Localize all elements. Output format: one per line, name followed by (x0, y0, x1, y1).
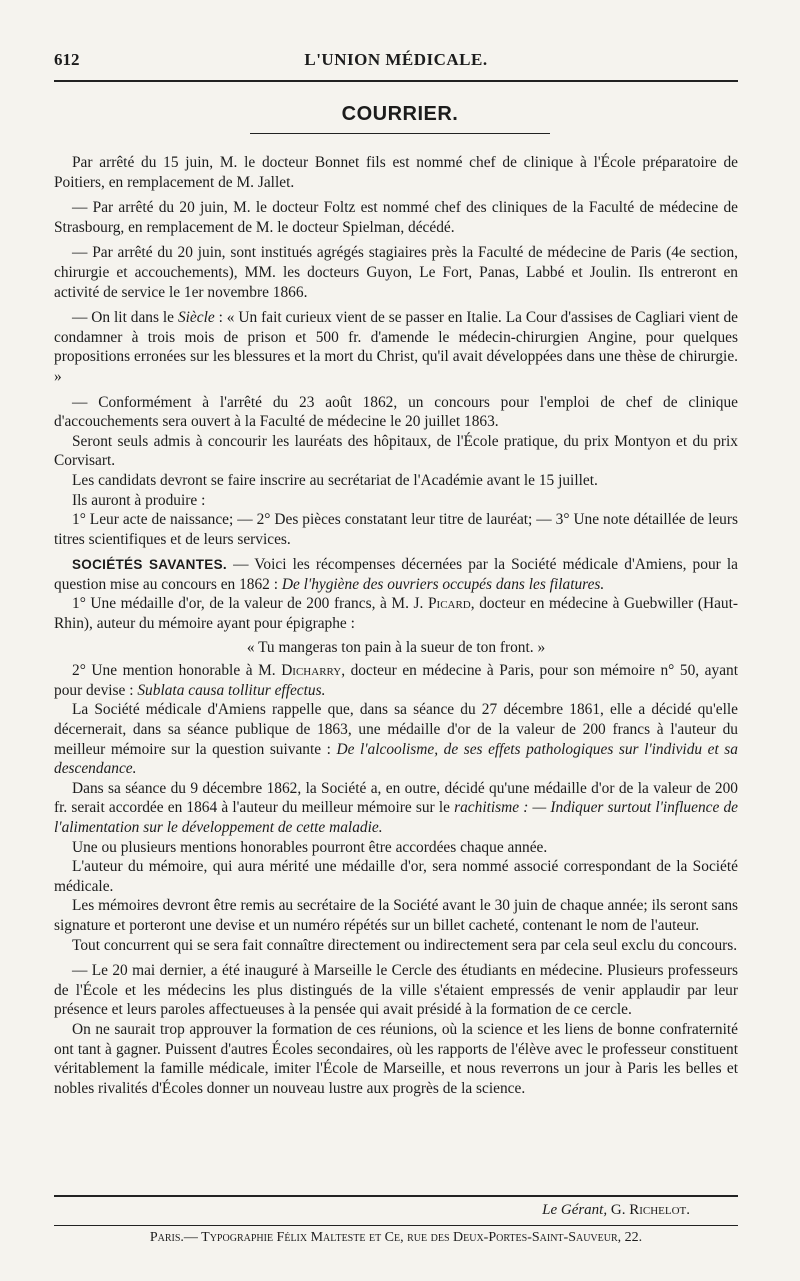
header-rule (54, 80, 738, 82)
text-run: — On lit dans le (72, 309, 178, 327)
paragraph (54, 700, 738, 778)
paragraph (54, 594, 738, 633)
paragraph (54, 779, 738, 838)
epigraph-quote: « Tu mangeras ton pain à la sueur de ton front. » (246, 638, 546, 656)
paragraph: On ne saurait trop approuver la formation de ces réunions, où la science et les liens de bonne confraternité ont tant à gagner. Puissent d'autres Écoles secondaires, où les rapports de l'élève avec le professeur constituent véritablement la famille médicale, imiter l'École de Marseille, et nous reverrons un jour à Paris les belles et nobles rivalités d'Écoles donner un nouveau lustre aux progrès de la science. (54, 1020, 738, 1097)
paragraph (54, 555, 738, 594)
newspaper-name: Siècle (177, 309, 215, 327)
page-number: 612 (54, 50, 80, 69)
text-run: Dans sa séance du 9 décembre 1862, la Société a, en outre, décidé qu'une médaille d'or de la valeur de 200 fr. serait accordée en 1864 à l'auteur du meilleur mémoire sur le (54, 779, 738, 817)
section-title: COURRIER. (341, 103, 459, 125)
title-rule (250, 133, 550, 134)
paragraph: Une ou plusieurs mentions honorables pourront être accordées chaque année. (72, 838, 548, 856)
motto: Sublata causa tollitur effectus. (137, 681, 326, 699)
printer-imprint: Paris.— Typographie Félix Malteste et Ce, rue des Deux-Portes-Saint-Sauveur, 22. (149, 1230, 643, 1245)
paragraph: Tout concurrent qui se sera fait connaître directement ou indirectement sera par cela seul exclu du concours. (72, 936, 738, 954)
text-run: 1° Une médaille d'or, de la valeur de 200 francs, à M. J. (72, 595, 428, 613)
text-run: 2° Une mention honorable à M. (72, 662, 282, 680)
paragraph (54, 661, 738, 700)
text-run: : « Un fait curieux vient de se passer en Italie. La Cour d'assises de Cagliari vient de condamner à trois mois de prison et 500 fr. d'amende le médecin-chirurgien Angine, pour quelques propositions erronées sur les blessures et la mort du Christ, qu'il avait développées dans une thèse de chirurgie. » (54, 309, 738, 385)
text-run: , docteur en médecine à Guebwiller (Haut-Rhin), auteur du mémoire ayant pour épigraphe : (54, 595, 738, 633)
paragraph: Ils auront à produire : (72, 491, 206, 509)
text-run: , docteur en médecine à Paris, pour son mémoire n° 50, ayant pour devise : (54, 662, 738, 699)
paragraph: Les mémoires devront être remis au secrétaire de la Société avant le 30 juin de chaque année; ils seront sans signature et porteront une devise et un numéro répétés sur un billet cacheté, contenant le nom de l'auteur. (54, 897, 738, 934)
question-title: rachitisme : — Indiquer surtout l'influence de l'alimentation sur le développement de cette maladie. (54, 799, 738, 836)
paragraph: — Par arrêté du 20 juin, sont institués agrégés stagiaires près la Faculté de médecine de Paris (4e section, chirurgie et accouchements), MM. les docteurs Guyon, Le Fort, Panas, Labbé et Joulin. Ils entreront en activité de service le 1er novembre 1866. (54, 244, 738, 301)
paragraph: — Le 20 mai dernier, a été inauguré à Marseille le Cercle des étudiants en médecine. Plusieurs professeurs de l'École et les médecins les plus distingués de la ville s'étaient empressés de venir applaudir par leur présence et leurs paroles affectueuses à la pensée qui avait présidé à la formation de ce cercle. (54, 962, 738, 1019)
paragraph (54, 308, 738, 386)
article-body (54, 153, 738, 1098)
section-lead: SOCIÉTÉS SAVANTES. (72, 557, 227, 573)
signature-label: Le Gérant, (542, 1202, 608, 1218)
paragraph: 1° Leur acte de naissance; — 2° Des pièces constatant leur titre de lauréat; — 3° Une note détaillée de leurs titres scientifiques et de leurs services. (54, 511, 738, 548)
journal-title: L'UNION MÉDICALE. (304, 50, 488, 69)
signature (542, 1202, 690, 1219)
footer-rule (54, 1225, 738, 1226)
running-head (54, 50, 738, 74)
laureate-name: Picard (427, 595, 471, 613)
paragraph: Seront seuls admis à concourir les lauréats des hôpitaux, de l'École pratique, du prix Montyon et du prix Corvisart. (54, 432, 738, 470)
paragraph: Les candidats devront se faire inscrire au secrétariat de l'Académie avant le 15 juillet. (72, 471, 598, 489)
paragraph: L'auteur du mémoire, qui aura mérité une médaille d'or, sera nommé associé correspondant de la Société médicale. (54, 858, 738, 895)
text-run: La Société médicale d'Amiens rappelle que, dans sa séance du 27 décembre 1861, elle a décidé qu'elle décernerait, dans sa séance publique de 1863, une médaille d'or de la valeur de 200 francs à l'auteur du meilleur mémoire sur la question suivante : (54, 701, 738, 758)
signature-name: G. Richelot. (610, 1202, 690, 1218)
question-title: De l'alcoolisme, de ses effets pathologiques sur l'individu et sa descendance. (54, 740, 738, 778)
paragraph: Par arrêté du 15 juin, M. le docteur Bonnet fils est nommé chef de clinique à l'École préparatoire de Poitiers, en remplacement de M. Jallet. (54, 154, 738, 191)
laureate-name: Dicharry (281, 662, 342, 680)
paragraph: — Par arrêté du 20 juin, M. le docteur Foltz est nommé chef des cliniques de la Faculté de médecine de Strasbourg, en remplacement de M. le docteur Spielman, décédé. (54, 199, 738, 236)
footer-rule (54, 1195, 738, 1197)
paragraph: — Conformément à l'arrêté du 23 août 1862, un concours pour l'emploi de chef de clinique d'accouchements sera ouvert à la Faculté de médecine le 20 juillet 1863. (54, 393, 738, 431)
text-run: — Voici les récompenses décernées par la Société médicale d'Amiens, pour la question mise au concours en 1862 : (54, 556, 738, 593)
question-title: De l'hygiène des ouvriers occupés dans les filatures. (281, 575, 605, 593)
